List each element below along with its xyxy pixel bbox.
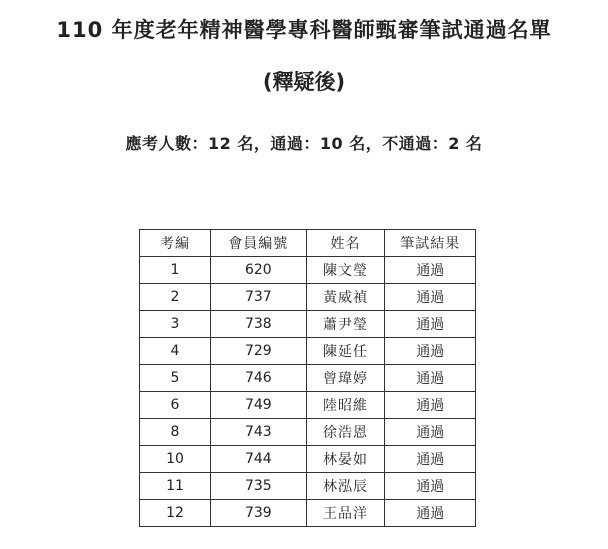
cell-result: 通過 <box>385 392 476 419</box>
cell-result: 通過 <box>385 500 476 527</box>
cell-name: 陳文瑩 <box>306 257 385 284</box>
cell-name: 陳延任 <box>306 338 385 365</box>
cell-name: 王品洋 <box>306 500 385 527</box>
cell-exam-no: 11 <box>140 473 211 500</box>
cell-result: 通過 <box>385 446 476 473</box>
page-subtitle: (釋疑後) <box>262 70 346 94</box>
cell-exam-no: 3 <box>140 311 211 338</box>
cell-result: 通過 <box>385 284 476 311</box>
table-row <box>140 392 476 419</box>
cell-name: 曾瑋婷 <box>306 365 385 392</box>
header-exam-no: 考編 <box>140 230 211 257</box>
table-row <box>140 419 476 446</box>
cell-exam-no: 6 <box>140 392 211 419</box>
cell-exam-no: 5 <box>140 365 211 392</box>
table-body <box>140 257 476 527</box>
cell-member-no: 729 <box>210 338 306 365</box>
cell-exam-no: 2 <box>140 284 211 311</box>
table-row <box>140 365 476 392</box>
cell-name: 林晏如 <box>306 446 385 473</box>
cell-member-no: 620 <box>210 257 306 284</box>
cell-result: 通過 <box>385 419 476 446</box>
table-row <box>140 500 476 527</box>
cell-exam-no: 10 <box>140 446 211 473</box>
cell-name: 徐浩恩 <box>306 419 385 446</box>
cell-member-no: 735 <box>210 473 306 500</box>
header-result: 筆試結果 <box>385 230 476 257</box>
cell-name: 陸昭維 <box>306 392 385 419</box>
table-row <box>140 257 476 284</box>
table-row <box>140 473 476 500</box>
cell-member-no: 743 <box>210 419 306 446</box>
cell-name: 林泓辰 <box>306 473 385 500</box>
page-title: 110 年度老年精神醫學專科醫師甄審筆試通過名單 <box>56 18 552 42</box>
cell-result: 通過 <box>385 473 476 500</box>
cell-name: 蕭尹瑩 <box>306 311 385 338</box>
table-header-row <box>140 230 476 257</box>
cell-member-no: 738 <box>210 311 306 338</box>
header-name: 姓名 <box>306 230 385 257</box>
cell-member-no: 746 <box>210 365 306 392</box>
cell-result: 通過 <box>385 338 476 365</box>
cell-member-no: 737 <box>210 284 306 311</box>
cell-exam-no: 4 <box>140 338 211 365</box>
cell-exam-no: 8 <box>140 419 211 446</box>
cell-member-no: 749 <box>210 392 306 419</box>
table-row <box>140 338 476 365</box>
table-row <box>140 446 476 473</box>
cell-result: 通過 <box>385 311 476 338</box>
table-row <box>140 311 476 338</box>
cell-exam-no: 1 <box>140 257 211 284</box>
cell-member-no: 739 <box>210 500 306 527</box>
header-member-no: 會員編號 <box>210 230 306 257</box>
cell-name: 黃威禎 <box>306 284 385 311</box>
results-table <box>139 229 476 527</box>
table-row <box>140 284 476 311</box>
cell-result: 通過 <box>385 365 476 392</box>
cell-exam-no: 12 <box>140 500 211 527</box>
cell-result: 通過 <box>385 257 476 284</box>
exam-summary: 應考人數：12 名，通過：10 名，不通過：2 名 <box>125 134 483 153</box>
cell-member-no: 744 <box>210 446 306 473</box>
